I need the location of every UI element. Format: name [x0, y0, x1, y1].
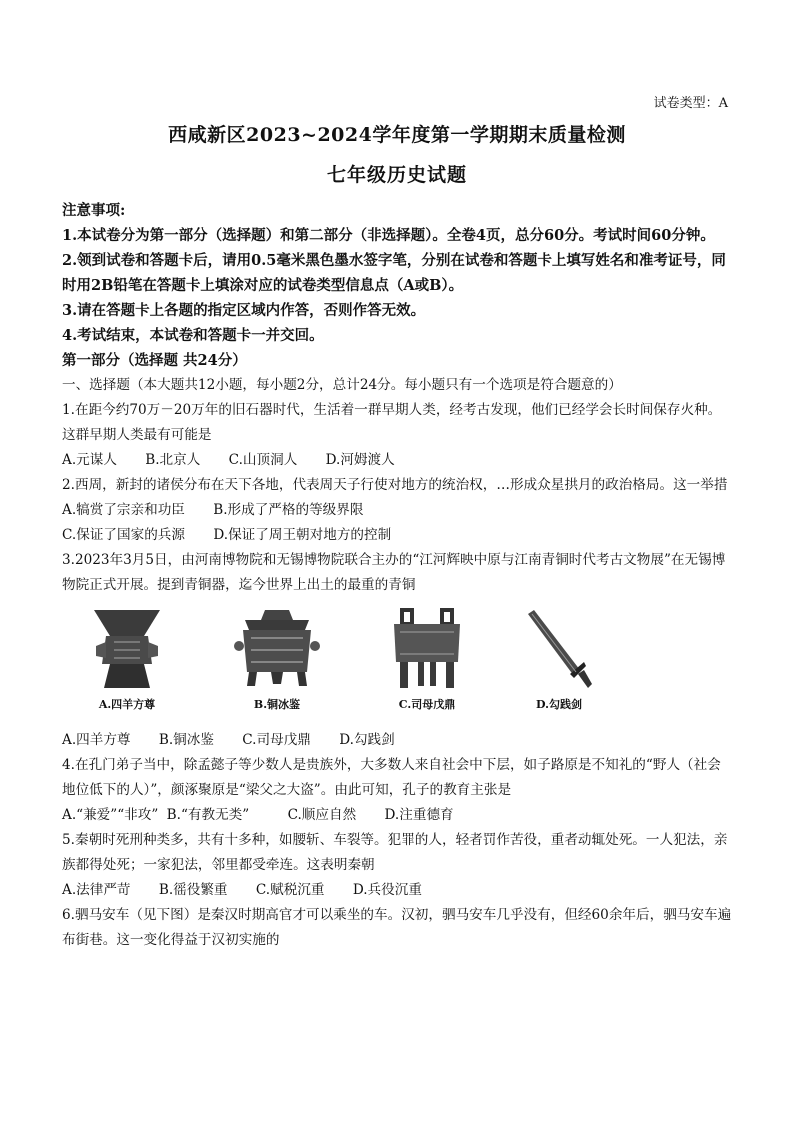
question-1-options	[62, 448, 732, 473]
exam-subtitle: 七年级历史试题	[326, 164, 467, 186]
question-1-stem: 1.在距今约70万－20万年的旧石器时代，生活着一群早期人类，经考古发现，他们已经学会长时间保存火种。这群早期人类最有可能是	[62, 402, 722, 443]
q5-option-a[interactable]: A.法律严苛	[62, 882, 131, 898]
q2-option-a[interactable]: A.犒赏了宗亲和功臣	[62, 502, 185, 518]
q3-option-c[interactable]: C.司母戊鼎	[242, 732, 311, 748]
exam-content	[62, 198, 732, 953]
note-item-4: 4.考试结束，本试卷和答题卡一并交回。	[62, 327, 324, 344]
question-5-options	[62, 878, 732, 903]
notes-heading: 注意事项:	[62, 202, 126, 219]
q1-option-c[interactable]: C.山顶洞人	[228, 452, 298, 468]
q2-option-b[interactable]: B.形成了严格的等级界限	[213, 502, 364, 518]
q3-option-a[interactable]: A.四羊方尊	[62, 732, 131, 748]
note-item-2: 2.领到试卷和答题卡后，请用0.5毫米黑色墨水签字笔，分别在试卷和答题卡上填写姓名和准考证号，同时用2B铅笔在答题卡上填涂对应的试卷类型信息点（A或B）。	[62, 252, 726, 294]
question-3-stem: 3.2023年3月5日，由河南博物院和无锡博物院联合主办的“江河辉映中原与江南青铜时代考古文物展”在无锡博物院正式开展。提到青铜器，迄今世界上出土的最重的青铜	[62, 552, 726, 593]
exam-title: 西咸新区2023~2024学年度第一学期期末质量检测	[168, 124, 626, 146]
question-2-options-row1	[62, 498, 732, 523]
question-2-options-row2	[62, 523, 732, 548]
image-d	[494, 606, 624, 712]
question-5-stem: 5.秦朝时死刑种类多，共有十多种，如腰斩、车裂等。犯罪的人，轻者罚作苦役，重者动辄处死。一人犯法，亲族都得处死；一家犯法，邻里都受牵连。这表明秦朝	[62, 832, 728, 873]
q1-option-b[interactable]: B.北京人	[145, 452, 201, 468]
image-a-caption: A.四羊方尊	[98, 698, 156, 711]
part1-instructions: 一、选择题（本大题共12小题，每小题2分，总计24分。每小题只有一个选项是符合题意的）	[62, 377, 622, 393]
q5-option-d[interactable]: D.兵役沉重	[352, 882, 422, 898]
image-c	[362, 606, 492, 712]
q3-option-d[interactable]: D.勾践剑	[339, 732, 395, 748]
bronze-ice-box-icon	[231, 606, 323, 692]
q4-option-b[interactable]: B.“有教无类”	[166, 807, 250, 823]
note-item-1: 1.本试卷分为第一部分（选择题）和第二部分（非选择题）。全卷4页，总分60分。考试时间60分钟。	[62, 227, 715, 244]
question-4-stem: 4.在孔门弟子当中，除孟懿子等少数人是贵族外，大多数人来自社会中下层，如子路原是不知礼的“野人（社会地位低下的人）”，颜涿聚原是“梁父之大盗”。由此可知，孔子的教育主张是	[62, 757, 721, 798]
question-3-options	[62, 728, 732, 753]
image-c-caption: C.司母戊鼎	[398, 698, 456, 711]
image-b-caption: B.铜冰鉴	[253, 698, 301, 711]
ding-cauldron-icon	[386, 606, 468, 692]
note-item-3: 3.请在答题卡上各题的指定区域内作答，否则作答无效。	[62, 302, 426, 319]
q5-option-c[interactable]: C.赋税沉重	[255, 882, 325, 898]
question-2-stem: 2.西周，新封的诸侯分布在天下各地，代表周天子行使对地方的统治权，…形成众星拱月的政治格局。这一举措	[62, 477, 728, 493]
paper-type-label: 试卷类型：A	[653, 96, 728, 111]
q2-option-d[interactable]: D.保证了周王朝对地方的控制	[213, 527, 392, 543]
question-4-options	[62, 803, 732, 828]
q4-option-a[interactable]: A.“兼爱”“非攻”	[62, 807, 159, 823]
q1-option-a[interactable]: A.元谋人	[62, 452, 117, 468]
q2-option-c[interactable]: C.保证了国家的兵源	[62, 527, 185, 543]
zun-vessel-icon	[86, 606, 168, 692]
image-d-caption: D.勾践剑	[536, 698, 582, 711]
part1-heading: 第一部分（选择题 共24分）	[62, 352, 247, 369]
image-a	[62, 606, 192, 712]
q1-option-d[interactable]: D.河姆渡人	[325, 452, 395, 468]
question-6-stem: 6.驷马安车（见下图）是秦汉时期高官才可以乘坐的车。汉初，驷马安车几乎没有，但经60余年后，驷马安车遍布街巷。这一变化得益于汉初实施的	[62, 907, 732, 948]
question-3-images	[62, 606, 732, 724]
q4-option-c[interactable]: C.顺应自然	[287, 807, 357, 823]
image-b	[212, 606, 342, 712]
q5-option-b[interactable]: B.徭役繁重	[158, 882, 228, 898]
q3-option-b[interactable]: B.铜冰鉴	[158, 732, 214, 748]
q4-option-d[interactable]: D.注重德育	[384, 807, 454, 823]
sword-icon	[518, 606, 600, 692]
